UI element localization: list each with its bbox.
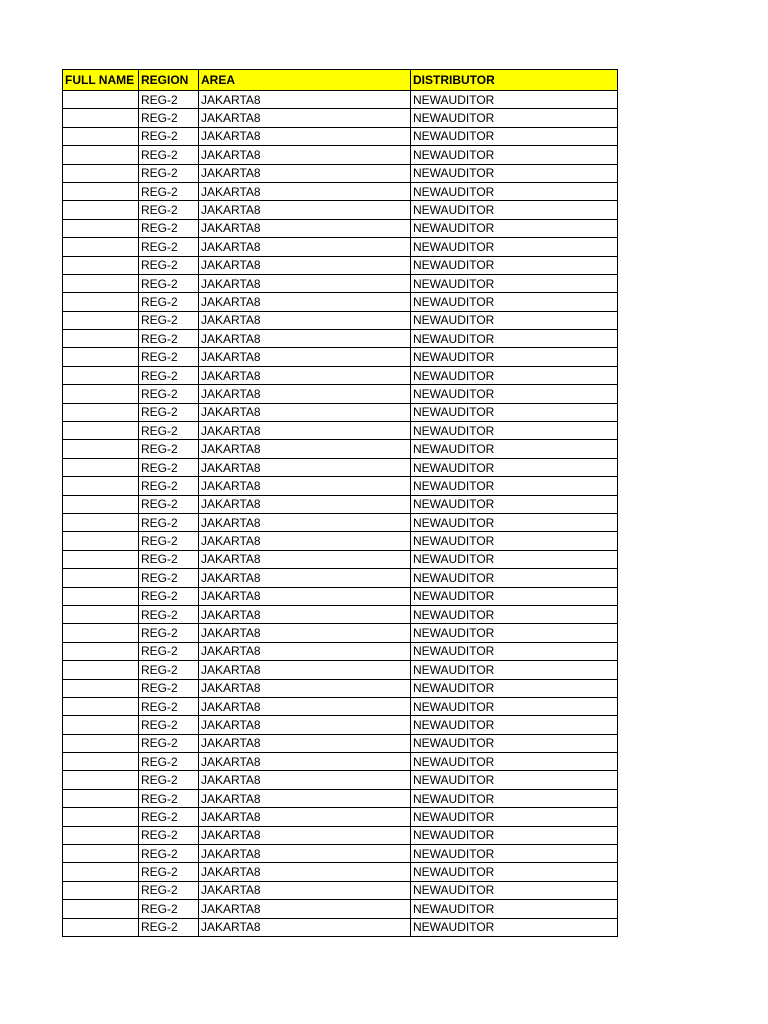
cell-area: JAKARTA8 bbox=[199, 624, 411, 642]
cell-full-name bbox=[63, 127, 139, 145]
cell-distributor: NEWAUDITOR bbox=[411, 900, 618, 918]
cell-distributor: NEWAUDITOR bbox=[411, 109, 618, 127]
cell-distributor: NEWAUDITOR bbox=[411, 569, 618, 587]
cell-full-name bbox=[63, 238, 139, 256]
cell-full-name bbox=[63, 881, 139, 899]
cell-full-name bbox=[63, 440, 139, 458]
cell-area: JAKARTA8 bbox=[199, 182, 411, 200]
cell-distributor: NEWAUDITOR bbox=[411, 550, 618, 568]
cell-region: REG-2 bbox=[139, 274, 199, 292]
table-row bbox=[63, 845, 618, 863]
cell-area: JAKARTA8 bbox=[199, 495, 411, 513]
cell-distributor: NEWAUDITOR bbox=[411, 495, 618, 513]
cell-area: JAKARTA8 bbox=[199, 900, 411, 918]
cell-distributor: NEWAUDITOR bbox=[411, 918, 618, 936]
cell-full-name bbox=[63, 918, 139, 936]
table-row bbox=[63, 238, 618, 256]
cell-area: JAKARTA8 bbox=[199, 238, 411, 256]
cell-region: REG-2 bbox=[139, 605, 199, 623]
cell-area: JAKARTA8 bbox=[199, 458, 411, 476]
cell-area: JAKARTA8 bbox=[199, 881, 411, 899]
table-row bbox=[63, 146, 618, 164]
cell-region: REG-2 bbox=[139, 219, 199, 237]
cell-distributor: NEWAUDITOR bbox=[411, 771, 618, 789]
table-row bbox=[63, 642, 618, 660]
table-row bbox=[63, 311, 618, 329]
cell-area: JAKARTA8 bbox=[199, 753, 411, 771]
cell-distributor: NEWAUDITOR bbox=[411, 716, 618, 734]
cell-region: REG-2 bbox=[139, 881, 199, 899]
table-header bbox=[63, 70, 618, 91]
cell-full-name bbox=[63, 587, 139, 605]
cell-full-name bbox=[63, 532, 139, 550]
cell-full-name bbox=[63, 201, 139, 219]
cell-area: JAKARTA8 bbox=[199, 146, 411, 164]
cell-distributor: NEWAUDITOR bbox=[411, 661, 618, 679]
cell-full-name bbox=[63, 863, 139, 881]
cell-full-name bbox=[63, 550, 139, 568]
table-row bbox=[63, 256, 618, 274]
cell-region: REG-2 bbox=[139, 458, 199, 476]
table-row bbox=[63, 550, 618, 568]
cell-full-name bbox=[63, 605, 139, 623]
table-row bbox=[63, 826, 618, 844]
table-row bbox=[63, 164, 618, 182]
cell-full-name bbox=[63, 642, 139, 660]
column-header-region: REGION bbox=[139, 70, 199, 91]
cell-area: JAKARTA8 bbox=[199, 422, 411, 440]
table-row bbox=[63, 201, 618, 219]
table-row bbox=[63, 697, 618, 715]
cell-area: JAKARTA8 bbox=[199, 274, 411, 292]
cell-region: REG-2 bbox=[139, 164, 199, 182]
cell-distributor: NEWAUDITOR bbox=[411, 808, 618, 826]
table-row bbox=[63, 422, 618, 440]
cell-region: REG-2 bbox=[139, 238, 199, 256]
cell-area: JAKARTA8 bbox=[199, 348, 411, 366]
cell-full-name bbox=[63, 330, 139, 348]
cell-full-name bbox=[63, 624, 139, 642]
cell-area: JAKARTA8 bbox=[199, 642, 411, 660]
data-table bbox=[62, 69, 618, 937]
cell-full-name bbox=[63, 716, 139, 734]
cell-area: JAKARTA8 bbox=[199, 109, 411, 127]
table-row bbox=[63, 753, 618, 771]
column-header-area: AREA bbox=[199, 70, 411, 91]
table-row bbox=[63, 605, 618, 623]
cell-distributor: NEWAUDITOR bbox=[411, 845, 618, 863]
cell-full-name bbox=[63, 164, 139, 182]
cell-full-name bbox=[63, 274, 139, 292]
cell-distributor: NEWAUDITOR bbox=[411, 587, 618, 605]
cell-distributor: NEWAUDITOR bbox=[411, 789, 618, 807]
cell-full-name bbox=[63, 826, 139, 844]
table-row bbox=[63, 403, 618, 421]
cell-distributor: NEWAUDITOR bbox=[411, 734, 618, 752]
table-row bbox=[63, 274, 618, 292]
cell-distributor: NEWAUDITOR bbox=[411, 385, 618, 403]
cell-distributor: NEWAUDITOR bbox=[411, 532, 618, 550]
table-row bbox=[63, 587, 618, 605]
cell-distributor: NEWAUDITOR bbox=[411, 256, 618, 274]
cell-region: REG-2 bbox=[139, 789, 199, 807]
table-row bbox=[63, 182, 618, 200]
cell-area: JAKARTA8 bbox=[199, 127, 411, 145]
cell-area: JAKARTA8 bbox=[199, 219, 411, 237]
cell-area: JAKARTA8 bbox=[199, 734, 411, 752]
cell-region: REG-2 bbox=[139, 422, 199, 440]
cell-full-name bbox=[63, 661, 139, 679]
table-row bbox=[63, 624, 618, 642]
cell-region: REG-2 bbox=[139, 91, 199, 109]
table-row bbox=[63, 918, 618, 936]
cell-distributor: NEWAUDITOR bbox=[411, 642, 618, 660]
cell-distributor: NEWAUDITOR bbox=[411, 182, 618, 200]
cell-area: JAKARTA8 bbox=[199, 330, 411, 348]
cell-distributor: NEWAUDITOR bbox=[411, 753, 618, 771]
cell-area: JAKARTA8 bbox=[199, 91, 411, 109]
cell-region: REG-2 bbox=[139, 753, 199, 771]
cell-region: REG-2 bbox=[139, 642, 199, 660]
table-row bbox=[63, 330, 618, 348]
table-row bbox=[63, 569, 618, 587]
cell-distributor: NEWAUDITOR bbox=[411, 201, 618, 219]
cell-region: REG-2 bbox=[139, 256, 199, 274]
table-row bbox=[63, 863, 618, 881]
cell-region: REG-2 bbox=[139, 771, 199, 789]
cell-region: REG-2 bbox=[139, 587, 199, 605]
cell-distributor: NEWAUDITOR bbox=[411, 366, 618, 384]
cell-area: JAKARTA8 bbox=[199, 845, 411, 863]
cell-area: JAKARTA8 bbox=[199, 605, 411, 623]
cell-region: REG-2 bbox=[139, 366, 199, 384]
cell-region: REG-2 bbox=[139, 146, 199, 164]
table-row bbox=[63, 348, 618, 366]
cell-region: REG-2 bbox=[139, 845, 199, 863]
cell-full-name bbox=[63, 256, 139, 274]
cell-distributor: NEWAUDITOR bbox=[411, 881, 618, 899]
cell-distributor: NEWAUDITOR bbox=[411, 403, 618, 421]
cell-full-name bbox=[63, 422, 139, 440]
cell-region: REG-2 bbox=[139, 900, 199, 918]
cell-full-name bbox=[63, 495, 139, 513]
cell-area: JAKARTA8 bbox=[199, 385, 411, 403]
cell-full-name bbox=[63, 311, 139, 329]
cell-area: JAKARTA8 bbox=[199, 403, 411, 421]
cell-area: JAKARTA8 bbox=[199, 366, 411, 384]
table-row bbox=[63, 366, 618, 384]
cell-region: REG-2 bbox=[139, 403, 199, 421]
cell-area: JAKARTA8 bbox=[199, 826, 411, 844]
cell-distributor: NEWAUDITOR bbox=[411, 311, 618, 329]
cell-distributor: NEWAUDITOR bbox=[411, 477, 618, 495]
cell-region: REG-2 bbox=[139, 679, 199, 697]
cell-distributor: NEWAUDITOR bbox=[411, 164, 618, 182]
cell-full-name bbox=[63, 348, 139, 366]
cell-distributor: NEWAUDITOR bbox=[411, 440, 618, 458]
cell-area: JAKARTA8 bbox=[199, 256, 411, 274]
cell-area: JAKARTA8 bbox=[199, 440, 411, 458]
table-row bbox=[63, 91, 618, 109]
cell-area: JAKARTA8 bbox=[199, 587, 411, 605]
table-row bbox=[63, 789, 618, 807]
cell-distributor: NEWAUDITOR bbox=[411, 238, 618, 256]
cell-distributor: NEWAUDITOR bbox=[411, 679, 618, 697]
table-row bbox=[63, 219, 618, 237]
cell-distributor: NEWAUDITOR bbox=[411, 624, 618, 642]
cell-region: REG-2 bbox=[139, 311, 199, 329]
cell-area: JAKARTA8 bbox=[199, 569, 411, 587]
cell-full-name bbox=[63, 477, 139, 495]
cell-full-name bbox=[63, 146, 139, 164]
cell-area: JAKARTA8 bbox=[199, 808, 411, 826]
cell-full-name bbox=[63, 808, 139, 826]
cell-region: REG-2 bbox=[139, 293, 199, 311]
cell-region: REG-2 bbox=[139, 348, 199, 366]
cell-distributor: NEWAUDITOR bbox=[411, 605, 618, 623]
cell-distributor: NEWAUDITOR bbox=[411, 91, 618, 109]
table-row bbox=[63, 495, 618, 513]
cell-full-name bbox=[63, 385, 139, 403]
cell-region: REG-2 bbox=[139, 201, 199, 219]
cell-region: REG-2 bbox=[139, 569, 199, 587]
cell-area: JAKARTA8 bbox=[199, 311, 411, 329]
cell-full-name bbox=[63, 900, 139, 918]
cell-distributor: NEWAUDITOR bbox=[411, 697, 618, 715]
table-row bbox=[63, 109, 618, 127]
cell-region: REG-2 bbox=[139, 550, 199, 568]
table-row bbox=[63, 734, 618, 752]
cell-area: JAKARTA8 bbox=[199, 201, 411, 219]
table-row bbox=[63, 661, 618, 679]
table-row bbox=[63, 127, 618, 145]
cell-full-name bbox=[63, 753, 139, 771]
cell-distributor: NEWAUDITOR bbox=[411, 863, 618, 881]
column-header-full-name: FULL NAME bbox=[63, 70, 139, 91]
cell-full-name bbox=[63, 109, 139, 127]
cell-full-name bbox=[63, 91, 139, 109]
cell-distributor: NEWAUDITOR bbox=[411, 513, 618, 531]
cell-full-name bbox=[63, 734, 139, 752]
cell-distributor: NEWAUDITOR bbox=[411, 293, 618, 311]
table-row bbox=[63, 808, 618, 826]
cell-full-name bbox=[63, 293, 139, 311]
cell-region: REG-2 bbox=[139, 440, 199, 458]
cell-distributor: NEWAUDITOR bbox=[411, 422, 618, 440]
cell-region: REG-2 bbox=[139, 495, 199, 513]
cell-area: JAKARTA8 bbox=[199, 716, 411, 734]
cell-full-name bbox=[63, 219, 139, 237]
table-row bbox=[63, 477, 618, 495]
cell-distributor: NEWAUDITOR bbox=[411, 348, 618, 366]
header-row bbox=[63, 70, 618, 91]
cell-full-name bbox=[63, 679, 139, 697]
table-row bbox=[63, 900, 618, 918]
table-row bbox=[63, 293, 618, 311]
table-row bbox=[63, 532, 618, 550]
cell-area: JAKARTA8 bbox=[199, 293, 411, 311]
cell-region: REG-2 bbox=[139, 127, 199, 145]
cell-area: JAKARTA8 bbox=[199, 532, 411, 550]
cell-full-name bbox=[63, 569, 139, 587]
cell-full-name bbox=[63, 366, 139, 384]
table-row bbox=[63, 440, 618, 458]
cell-region: REG-2 bbox=[139, 918, 199, 936]
cell-full-name bbox=[63, 789, 139, 807]
cell-region: REG-2 bbox=[139, 109, 199, 127]
cell-region: REG-2 bbox=[139, 532, 199, 550]
table-row bbox=[63, 716, 618, 734]
cell-region: REG-2 bbox=[139, 697, 199, 715]
table-row bbox=[63, 385, 618, 403]
table-row bbox=[63, 771, 618, 789]
cell-area: JAKARTA8 bbox=[199, 918, 411, 936]
cell-distributor: NEWAUDITOR bbox=[411, 127, 618, 145]
cell-distributor: NEWAUDITOR bbox=[411, 219, 618, 237]
cell-region: REG-2 bbox=[139, 477, 199, 495]
cell-region: REG-2 bbox=[139, 808, 199, 826]
cell-area: JAKARTA8 bbox=[199, 550, 411, 568]
cell-distributor: NEWAUDITOR bbox=[411, 826, 618, 844]
cell-region: REG-2 bbox=[139, 513, 199, 531]
cell-full-name bbox=[63, 403, 139, 421]
cell-region: REG-2 bbox=[139, 182, 199, 200]
cell-region: REG-2 bbox=[139, 624, 199, 642]
cell-area: JAKARTA8 bbox=[199, 863, 411, 881]
cell-area: JAKARTA8 bbox=[199, 164, 411, 182]
cell-distributor: NEWAUDITOR bbox=[411, 146, 618, 164]
cell-region: REG-2 bbox=[139, 330, 199, 348]
cell-region: REG-2 bbox=[139, 385, 199, 403]
cell-area: JAKARTA8 bbox=[199, 661, 411, 679]
cell-area: JAKARTA8 bbox=[199, 477, 411, 495]
cell-full-name bbox=[63, 771, 139, 789]
cell-area: JAKARTA8 bbox=[199, 697, 411, 715]
cell-area: JAKARTA8 bbox=[199, 679, 411, 697]
cell-full-name bbox=[63, 458, 139, 476]
cell-region: REG-2 bbox=[139, 661, 199, 679]
cell-area: JAKARTA8 bbox=[199, 771, 411, 789]
cell-region: REG-2 bbox=[139, 863, 199, 881]
cell-full-name bbox=[63, 845, 139, 863]
table-row bbox=[63, 679, 618, 697]
cell-region: REG-2 bbox=[139, 734, 199, 752]
cell-region: REG-2 bbox=[139, 716, 199, 734]
cell-distributor: NEWAUDITOR bbox=[411, 330, 618, 348]
table-row bbox=[63, 458, 618, 476]
table-row bbox=[63, 881, 618, 899]
table-body bbox=[63, 91, 618, 937]
column-header-distributor: DISTRIBUTOR bbox=[411, 70, 618, 91]
cell-distributor: NEWAUDITOR bbox=[411, 274, 618, 292]
cell-area: JAKARTA8 bbox=[199, 513, 411, 531]
table-row bbox=[63, 513, 618, 531]
cell-region: REG-2 bbox=[139, 826, 199, 844]
cell-full-name bbox=[63, 182, 139, 200]
cell-full-name bbox=[63, 697, 139, 715]
cell-area: JAKARTA8 bbox=[199, 789, 411, 807]
cell-full-name bbox=[63, 513, 139, 531]
cell-distributor: NEWAUDITOR bbox=[411, 458, 618, 476]
